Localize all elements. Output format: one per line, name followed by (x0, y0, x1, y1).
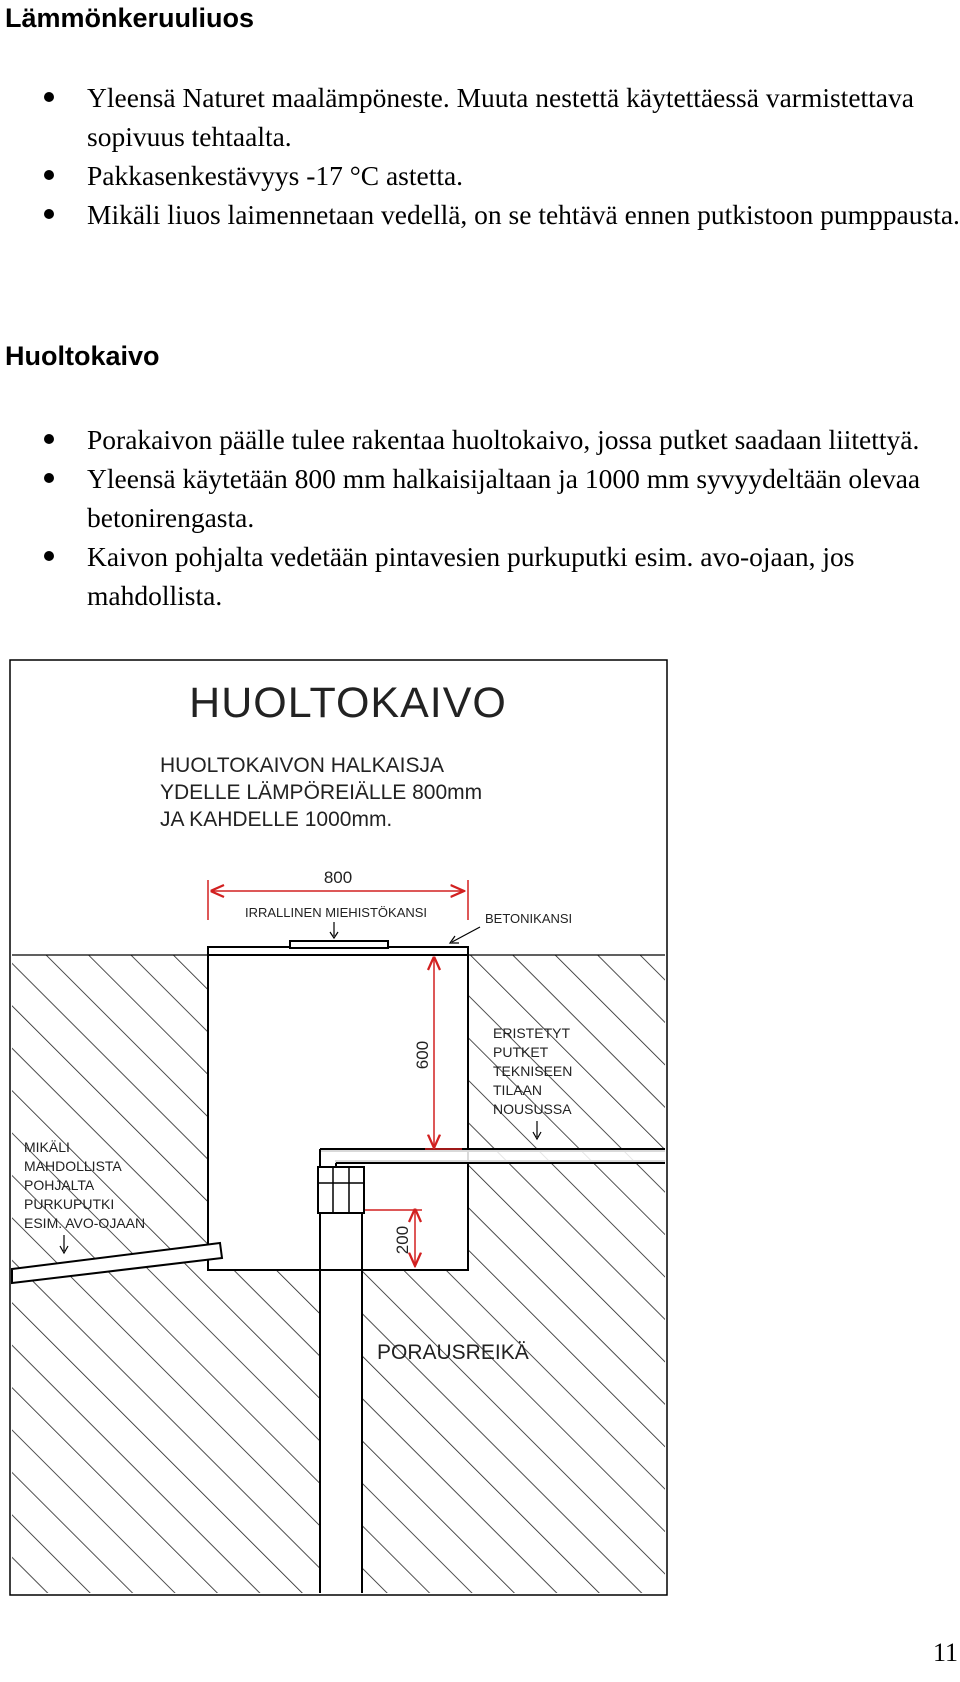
figure-note-line: HUOLTOKAIVON HALKAISJA (160, 754, 444, 777)
bullet-icon (44, 92, 54, 102)
list-item (0, 459, 960, 537)
label-line: MAHDOLLISTA (24, 1158, 122, 1174)
label-line: PURKUPUTKI (24, 1196, 115, 1212)
label-manhole-lid: IRRALLINEN MIEHISTÖKANSI (245, 905, 428, 920)
bullet-list-service-well (0, 420, 960, 615)
list-item-text: Yleensä käytetään 800 mm halkaisijaltaan ja 1000 mm syvyydeltään olevaa betonirengasta. (87, 463, 921, 533)
bullet-icon (44, 473, 54, 483)
label-line: ERISTETYT (493, 1025, 571, 1041)
bullet-icon (44, 209, 54, 219)
service-well-diagram (0, 655, 960, 1600)
list-item-text: Yleensä Naturet maalämpöneste. Muuta nestettä käytettäessä varmistettava sopivuus tehtaalta. (87, 82, 914, 152)
label-line: PUTKET (493, 1044, 549, 1060)
label-borehole: PORAUSREIKÄ (377, 1341, 529, 1364)
section-heading-lammonkeruuliuos: Lämmönkeruuliuos (5, 3, 255, 33)
label-line: NOUSUSSA (493, 1101, 572, 1117)
label-line: ESIM. AVO-OJAAN (24, 1215, 146, 1231)
dimension-label-200: 200 (393, 1225, 412, 1255)
list-item (0, 78, 960, 156)
label-concrete-cover: BETONIKANSI (485, 911, 573, 926)
list-item (0, 420, 960, 459)
label-insulated-pipes (493, 1025, 572, 1117)
list-item-text: Porakaivon päälle tulee rakentaa huoltokaivo, jossa putket saadaan liitettyä. (87, 424, 920, 455)
label-line: POHJALTA (24, 1177, 95, 1193)
label-line: TEKNISEEN (493, 1063, 573, 1079)
figure-title: HUOLTOKAIVO (189, 679, 507, 727)
list-item (0, 195, 960, 234)
list-item-text: Pakkasenkestävyys -17 °C astetta. (87, 160, 464, 191)
page-number: 11 (932, 1638, 958, 1667)
label-line: TILAAN (493, 1082, 543, 1098)
section-heading-huoltokaivo: Huoltokaivo (5, 341, 160, 371)
manhole-lid (290, 941, 388, 948)
bullet-icon (44, 170, 54, 180)
concrete-well-ring (208, 950, 468, 1270)
bullet-icon (44, 551, 54, 561)
bullet-icon (44, 434, 54, 444)
dimension-label-600: 600 (413, 1040, 432, 1070)
label-line: MIKÄLI (24, 1139, 70, 1155)
list-item (0, 156, 960, 195)
figure-note-line: YDELLE LÄMPÖREIÄLLE 800mm (160, 781, 483, 804)
list-item (0, 537, 960, 615)
pipe-coupling (318, 1167, 364, 1213)
list-item-text: Kaivon pohjalta vedetään pintavesien purkuputki esim. avo-ojaan, jos mahdollista. (87, 541, 855, 611)
list-item-text: Mikäli liuos laimennetaan vedellä, on se tehtävä ennen putkistoon pumppausta. (87, 199, 960, 230)
dimension-label-800: 800 (323, 868, 353, 887)
figure-note-line: JA KAHDELLE 1000mm. (160, 808, 393, 831)
bullet-list-liquid (0, 78, 960, 234)
